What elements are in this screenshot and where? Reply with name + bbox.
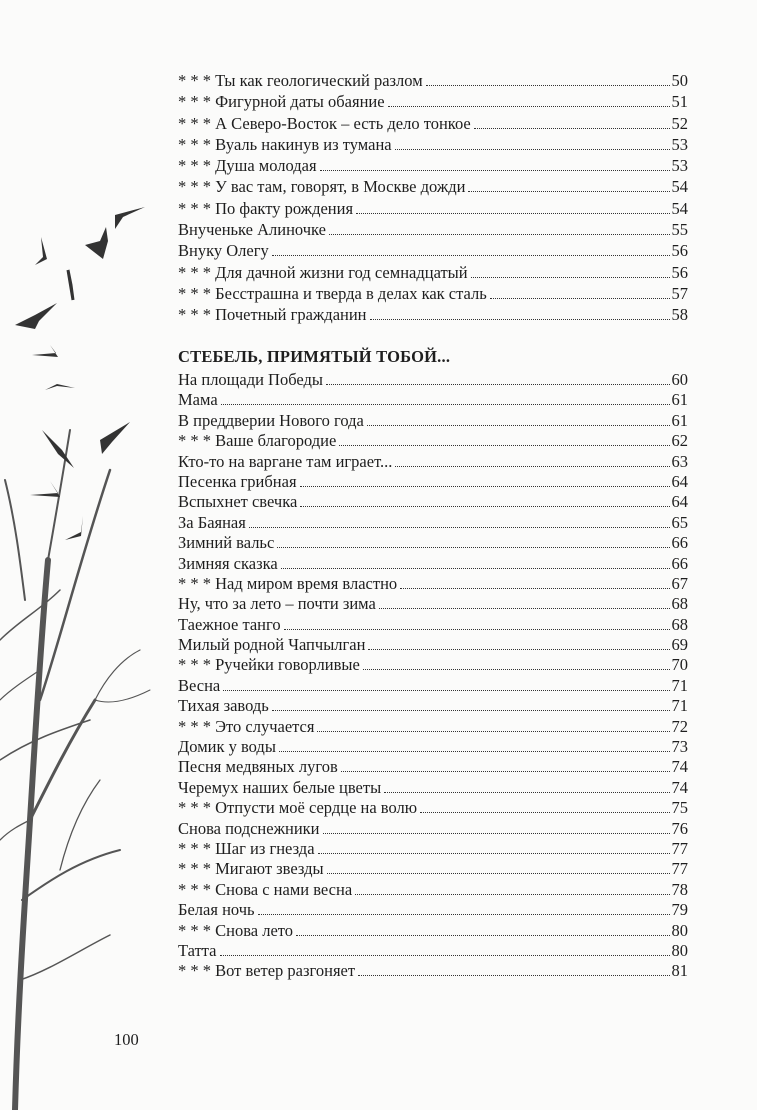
entry-page: 70: [671, 655, 688, 675]
entry-title: Белая ночь: [178, 900, 255, 920]
toc-section-1: [178, 70, 688, 326]
entry-page: 64: [671, 492, 688, 512]
entry-title: На площади Победы: [178, 370, 323, 389]
toc-entry: [178, 70, 688, 91]
entry-title: Зимний вальс: [178, 533, 275, 553]
entry-page: 53: [671, 134, 688, 154]
entry-title: Вспыхнет свечка: [178, 492, 298, 512]
entry-title: Милый родной Чапчылган: [178, 635, 366, 655]
tree-branches-icon: [0, 430, 150, 1110]
toc-entry: [178, 452, 688, 472]
toc-entry: [178, 533, 688, 553]
entry-page: 72: [671, 716, 688, 736]
toc-entry: [178, 921, 688, 941]
entry-page: 62: [671, 431, 688, 451]
dot-leader: [326, 384, 670, 385]
entry-title: Снова подснежники: [178, 818, 320, 838]
entry-page: 68: [671, 614, 688, 634]
dot-leader: [221, 404, 670, 405]
entry-page: 54: [671, 177, 688, 197]
entry-page: 63: [671, 451, 688, 471]
entry-title: * * * Отпусти моё сердце на волю: [178, 798, 418, 818]
entry-title: Песенка грибная: [178, 471, 297, 491]
entry-title: * * * Бесстрашна и тверда в делах как сталь: [178, 283, 487, 303]
entry-page: 53: [671, 156, 688, 176]
toc-entry: [178, 859, 688, 879]
dot-leader: [284, 629, 670, 630]
entry-page: 60: [671, 370, 688, 389]
entry-page: 73: [671, 737, 688, 757]
entry-title: * * * По факту рождения: [178, 198, 354, 218]
entry-page: 66: [671, 533, 688, 553]
dot-leader: [426, 85, 670, 86]
entry-page: 75: [671, 798, 688, 818]
toc-entry: [178, 676, 688, 696]
dot-leader: [272, 710, 670, 711]
dot-leader: [474, 128, 670, 129]
entry-title: * * * Мигают звезды: [178, 859, 324, 879]
dot-leader: [395, 149, 670, 150]
toc-entry: [178, 492, 688, 512]
entry-page: 77: [671, 838, 688, 858]
entry-title: * * * Фигурной даты обаяние: [178, 92, 385, 112]
toc-entry: [178, 839, 688, 859]
entry-page: 64: [671, 471, 688, 491]
entry-title: Внуку Олегу: [178, 241, 269, 261]
entry-page: 81: [671, 961, 688, 981]
dot-leader: [400, 588, 669, 589]
dot-leader: [468, 191, 669, 192]
entry-title: * * * Почетный гражданин: [178, 305, 367, 325]
entry-page: 77: [671, 859, 688, 879]
toc-entry: [178, 778, 688, 798]
dot-leader: [356, 213, 669, 214]
toc-entry: [178, 961, 688, 981]
entry-title: Домик у воды: [178, 737, 276, 757]
toc-entry: [178, 262, 688, 283]
dot-leader: [220, 955, 670, 956]
entry-page: 56: [671, 241, 688, 261]
entry-title: * * * Для дачной жизни год семнадцатый: [178, 262, 468, 282]
entry-title: Кто-то на варгане там играет...: [178, 451, 393, 471]
entry-title: * * * Ваше благородие: [178, 431, 337, 451]
entry-page: 71: [671, 675, 688, 695]
entry-page: 66: [671, 553, 688, 573]
entry-page: 51: [671, 92, 688, 112]
entry-page: 65: [671, 512, 688, 532]
entry-title: Таежное танго: [178, 614, 281, 634]
dot-leader: [358, 975, 669, 976]
entry-title: Черемух наших белые цветы: [178, 777, 382, 797]
entry-title: * * * Вот ветер разгоняет: [178, 961, 356, 981]
entry-page: 78: [671, 879, 688, 899]
toc-entry: [178, 472, 688, 492]
dot-leader: [384, 792, 669, 793]
dot-leader: [296, 935, 669, 936]
toc-entry: [178, 880, 688, 900]
entry-page: 52: [671, 113, 688, 133]
dot-leader: [367, 425, 670, 426]
toc-entry: [178, 655, 688, 675]
toc-entry: [178, 304, 688, 325]
toc-entry: [178, 198, 688, 219]
entry-page: 71: [671, 696, 688, 716]
entry-page: 68: [671, 594, 688, 614]
entry-page: 80: [671, 940, 688, 960]
dot-leader: [327, 873, 670, 874]
flying-birds-icon: [15, 207, 145, 540]
toc-entry: [178, 594, 688, 614]
toc-entry: [178, 737, 688, 757]
entry-page: 69: [671, 635, 688, 655]
toc-entry: [178, 554, 688, 574]
entry-title: * * * Ты как геологический разлом: [178, 71, 423, 90]
section-heading: СТЕБЕЛЬ, ПРИМЯТЫЙ ТОБОЙ...: [178, 347, 451, 366]
dot-leader: [490, 298, 670, 299]
toc-entry: [178, 431, 688, 451]
toc-entry: [178, 113, 688, 134]
toc-entry: [178, 635, 688, 655]
dot-leader: [395, 466, 669, 467]
entry-page: 80: [671, 920, 688, 940]
dot-leader: [258, 914, 670, 915]
entry-page: 74: [671, 757, 688, 777]
entry-title: * * * Шаг из гнезда: [178, 838, 315, 858]
dot-leader: [329, 234, 670, 235]
entry-page: 57: [671, 283, 688, 303]
entry-title: * * * Снова лето: [178, 920, 294, 940]
toc-entry: [178, 757, 688, 777]
toc-entry: [178, 91, 688, 112]
dot-leader: [320, 170, 670, 171]
tree-and-birds-illustration: [0, 0, 200, 1110]
entry-title: Тихая заводь: [178, 696, 269, 716]
entry-page: 56: [671, 262, 688, 282]
toc-entry: [178, 900, 688, 920]
entry-title: Татта: [178, 940, 217, 960]
entry-title: * * * Вуаль накинув из тумана: [178, 134, 392, 154]
toc-entry: [178, 717, 688, 737]
entry-page: 61: [671, 390, 688, 410]
dot-leader: [363, 669, 670, 670]
dot-leader: [300, 486, 670, 487]
entry-title: * * * Душа молодая: [178, 156, 317, 176]
dot-leader: [368, 649, 669, 650]
page-number: 100: [114, 1030, 139, 1049]
entry-title: * * * Снова с нами весна: [178, 879, 353, 899]
toc-entry: [178, 134, 688, 155]
dot-leader: [317, 731, 669, 732]
toc-entry: [178, 615, 688, 635]
entry-page: 58: [671, 305, 688, 325]
toc-entry: [178, 176, 688, 197]
dot-leader: [420, 812, 669, 813]
entry-page: 74: [671, 777, 688, 797]
dot-leader: [300, 506, 669, 507]
entry-title: Внученьке Алиночке: [178, 220, 326, 240]
toc-entry: [178, 219, 688, 240]
entry-title: В преддверии Нового года: [178, 410, 364, 430]
entry-page: 67: [671, 573, 688, 593]
dot-leader: [277, 547, 669, 548]
dot-leader: [379, 608, 670, 609]
toc-section-2: [178, 370, 688, 982]
entry-title: * * * У вас там, говорят, в Москве дожди: [178, 177, 466, 197]
entry-title: * * * Над миром время властно: [178, 573, 398, 593]
toc-entry: [178, 411, 688, 431]
toc-entry: [178, 155, 688, 176]
entry-page: 61: [671, 410, 688, 430]
dot-leader: [249, 527, 670, 528]
dot-leader: [339, 445, 669, 446]
entry-title: Ну, что за лето – почти зима: [178, 594, 376, 614]
dot-leader: [272, 255, 670, 256]
entry-page: 76: [671, 818, 688, 838]
entry-page: 50: [671, 71, 688, 90]
entry-title: * * * Ручейки говорливые: [178, 655, 360, 675]
toc-entry: [178, 283, 688, 304]
toc-entry: [178, 370, 688, 390]
toc-entry: [178, 390, 688, 410]
entry-title: * * * Это случается: [178, 716, 315, 736]
toc-entry: [178, 574, 688, 594]
entry-title: Песня медвяных лугов: [178, 757, 338, 777]
dot-leader: [370, 319, 670, 320]
dot-leader: [281, 568, 670, 569]
dot-leader: [471, 277, 670, 278]
toc-entry: [178, 819, 688, 839]
entry-page: 55: [671, 220, 688, 240]
entry-title: За Баяная: [178, 512, 246, 532]
entry-title: Зимняя сказка: [178, 553, 278, 573]
dot-leader: [323, 833, 670, 834]
toc-entry: [178, 798, 688, 818]
toc-entry: [178, 941, 688, 961]
entry-page: 79: [671, 900, 688, 920]
dot-leader: [223, 690, 669, 691]
entry-title: * * * А Северо-Восток – есть дело тонкое: [178, 113, 471, 133]
entry-title: Мама: [178, 390, 218, 410]
dot-leader: [341, 771, 670, 772]
toc-entry: [178, 513, 688, 533]
dot-leader: [388, 106, 670, 107]
entry-page: 54: [671, 198, 688, 218]
dot-leader: [279, 751, 670, 752]
dot-leader: [355, 894, 669, 895]
dot-leader: [318, 853, 670, 854]
toc-entry: [178, 696, 688, 716]
toc-entry: [178, 240, 688, 261]
entry-title: Весна: [178, 675, 221, 695]
